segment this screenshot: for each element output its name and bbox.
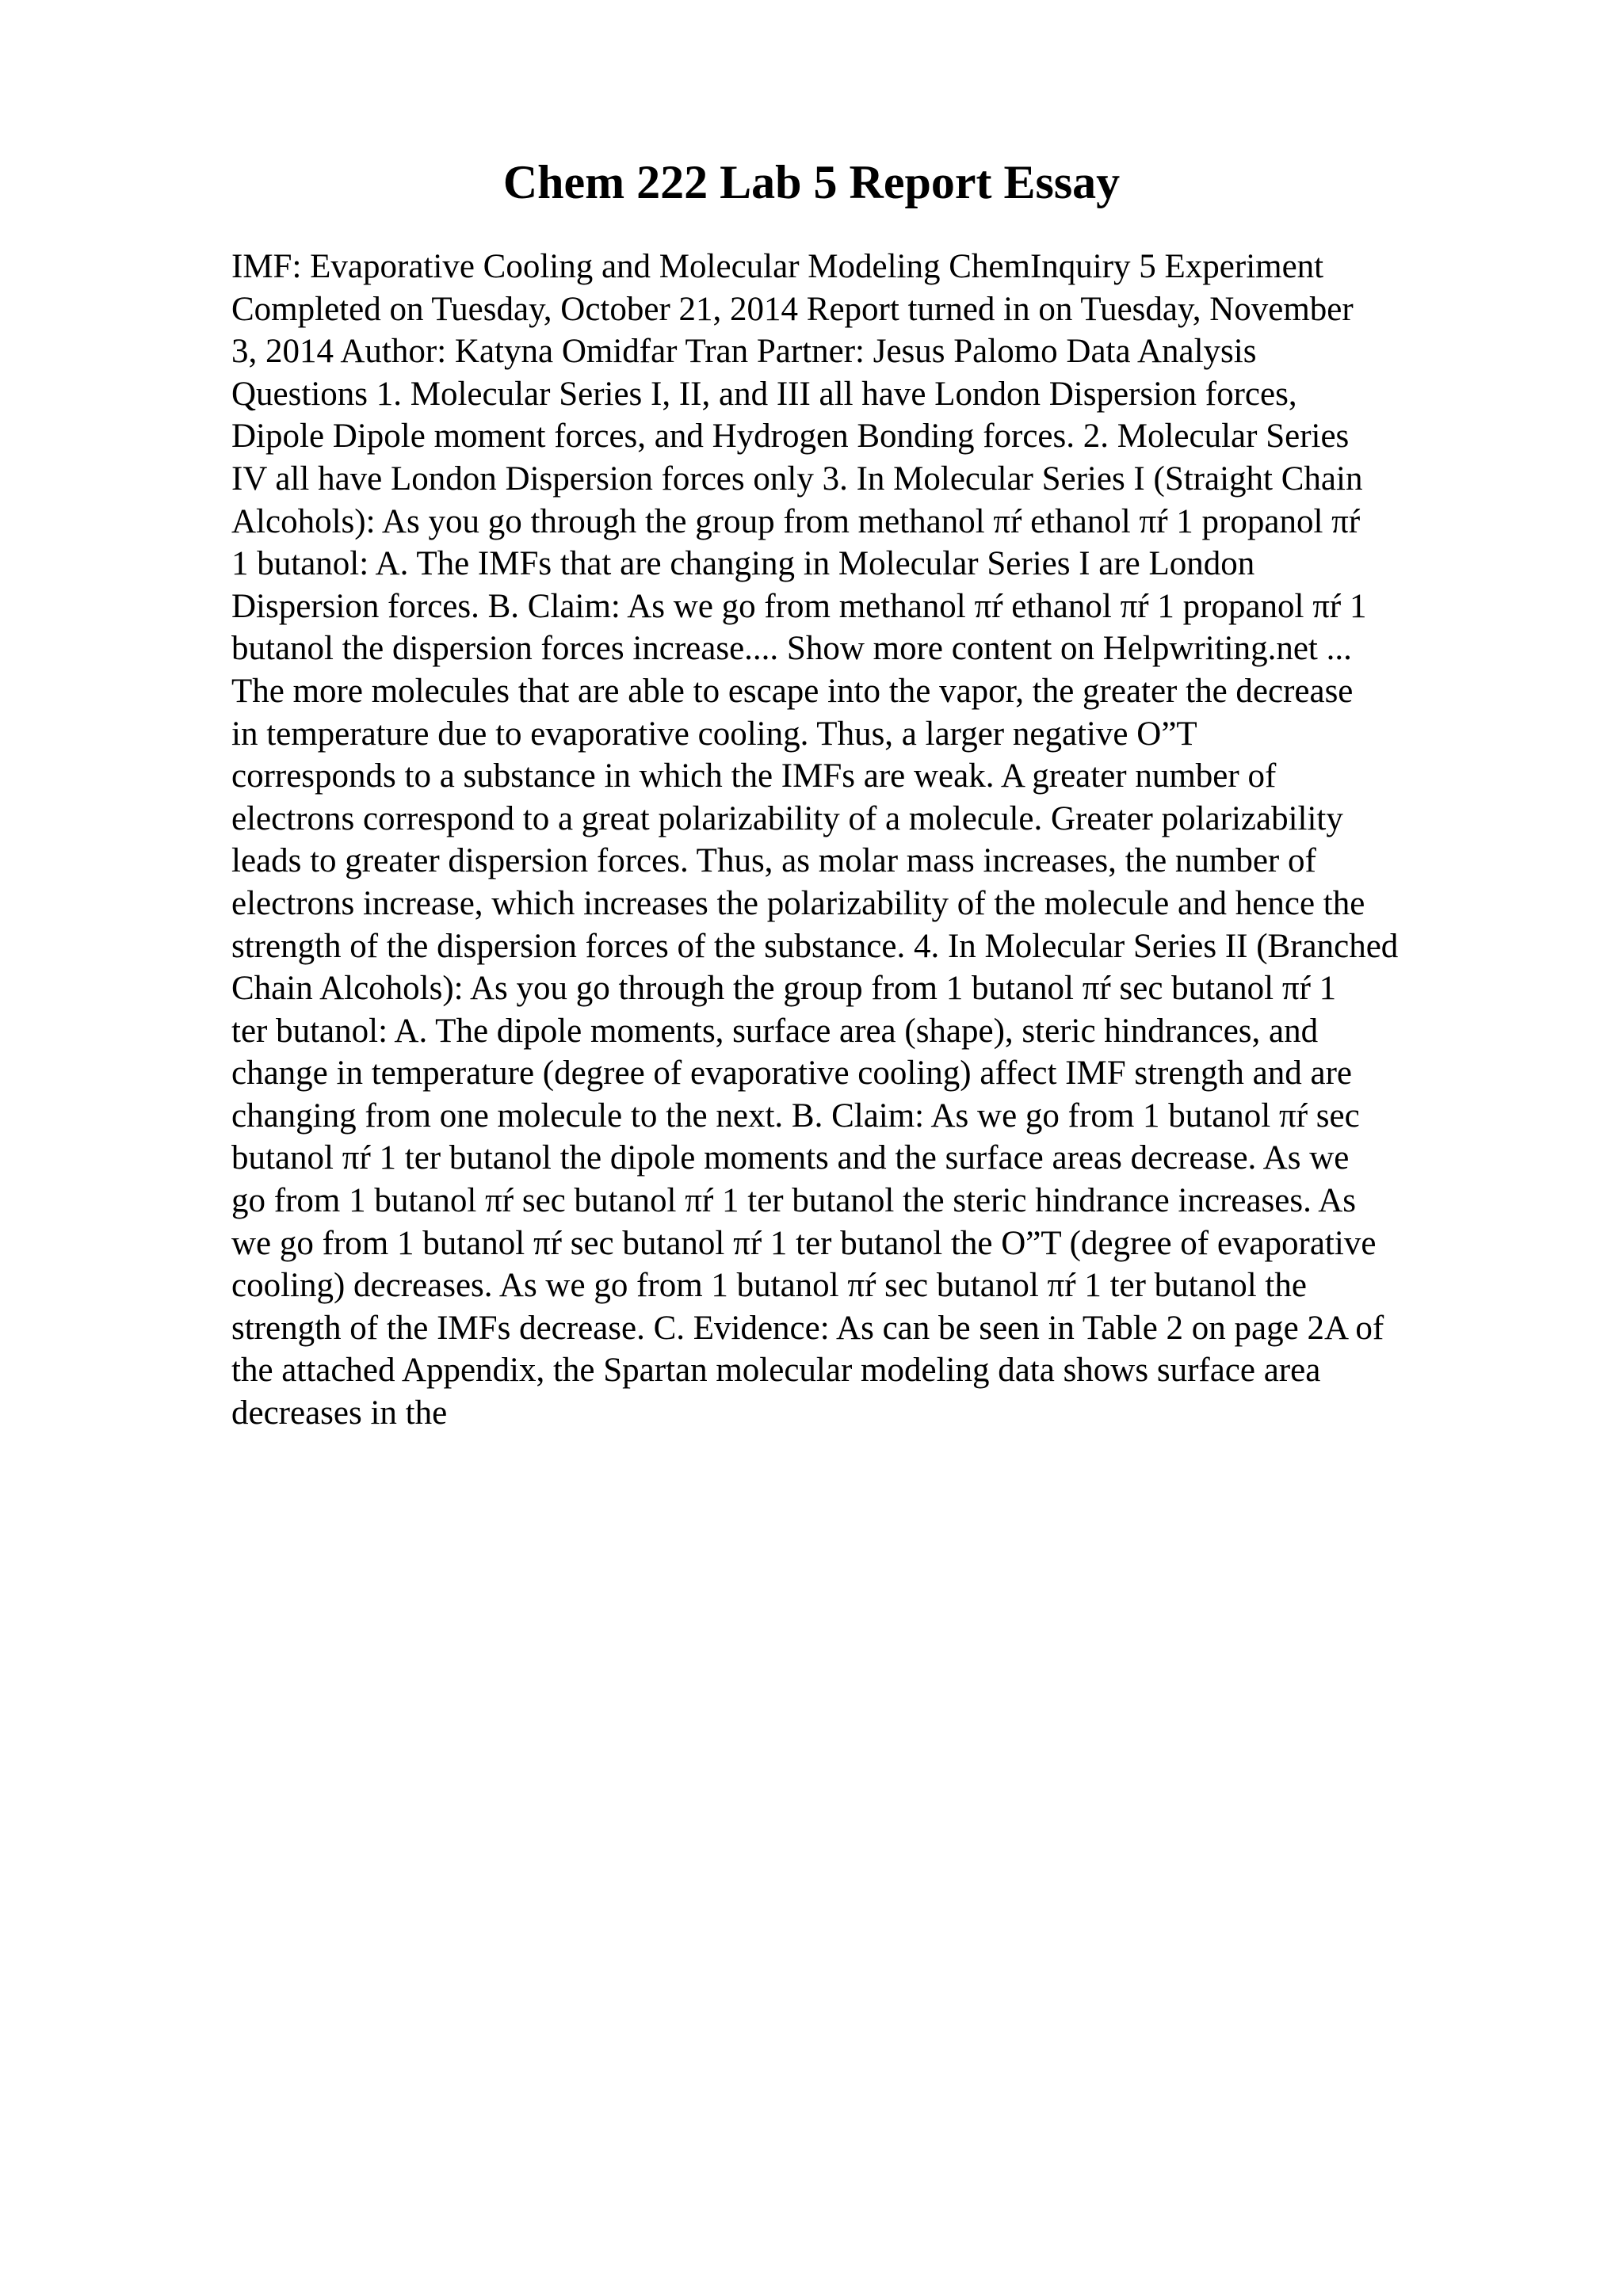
essay-line-20: change in temperature (degree of evaporative cooling) affect IMF strength and are	[231, 1055, 1352, 1093]
essay-line-14: electrons correspond to a great polarizability of a molecule. Greater polarizability	[231, 799, 1343, 837]
essay-line-7: Alcohols): As you go through the group from methanol πŕ ethanol πŕ 1 propanol πŕ	[231, 502, 1361, 540]
essay-line-12: in temperature due to evaporative cooling. Thus, a larger negative O”T	[231, 715, 1197, 753]
essay-line-2: Completed on Tuesday, October 21, 2014 Report turned in on Tuesday, November	[231, 290, 1354, 328]
essay-line-28: decreases in the	[231, 1394, 448, 1432]
essay-line-10: butanol the dispersion forces increase.... Show more content on Helpwriting.net ...	[231, 630, 1352, 668]
essay-line-5: Dipole Dipole moment forces, and Hydrogen Bonding forces. 2. Molecular Series	[231, 418, 1350, 456]
essay-line-25: cooling) decreases. As we go from 1 butanol πŕ sec butanol πŕ 1 ter butanol the	[231, 1267, 1307, 1305]
essay-line-4: Questions 1. Molecular Series I, II, and III all have London Dispersion forces,	[231, 375, 1297, 413]
essay-line-21: changing from one molecule to the next. B. Claim: As we go from 1 butanol πŕ sec	[231, 1097, 1360, 1135]
essay-line-11: The more molecules that are able to escape into the vapor, the greater the decrease	[231, 672, 1354, 710]
essay-line-3: 3, 2014 Author: Katyna Omidfar Tran Partner: Jesus Palomo Data Analysis	[231, 333, 1257, 371]
document-title: Chem 222 Lab 5 Report Essay	[502, 156, 1121, 208]
essay-body	[231, 246, 1515, 1435]
essay-line-8: 1 butanol: A. The IMFs that are changing in Molecular Series I are London	[231, 545, 1255, 583]
essay-line-24: we go from 1 butanol πŕ sec butanol πŕ 1 ter butanol the O”T (degree of evaporative	[231, 1224, 1377, 1262]
essay-line-13: corresponds to a substance in which the IMFs are weak. A greater number of	[231, 757, 1277, 795]
essay-line-23: go from 1 butanol πŕ sec butanol πŕ 1 ter butanol the steric hindrance increases. As	[231, 1182, 1356, 1220]
essay-line-9: Dispersion forces. B. Claim: As we go from methanol πŕ ethanol πŕ 1 propanol πŕ 1	[231, 587, 1367, 625]
essay-line-18: Chain Alcohols): As you go through the group from 1 butanol πŕ sec butanol πŕ 1	[231, 970, 1337, 1008]
essay-line-16: electrons increase, which increases the polarizability of the molecule and hence the	[231, 884, 1365, 922]
essay-line-6: IV all have London Dispersion forces only 3. In Molecular Series I (Straight Chain	[231, 460, 1363, 498]
essay-line-22: butanol πŕ 1 ter butanol the dipole moments and the surface areas decrease. As we	[231, 1139, 1350, 1177]
essay-line-19: ter butanol: A. The dipole moments, surface area (shape), steric hindrances, and	[231, 1012, 1319, 1050]
essay-line-1: IMF: Evaporative Cooling and Molecular Modeling ChemInquiry 5 Experiment	[231, 248, 1324, 285]
essay-line-26: strength of the IMFs decrease. C. Evidence: As can be seen in Table 2 on page 2A of	[231, 1309, 1384, 1347]
essay-line-17: strength of the dispersion forces of the substance. 4. In Molecular Series II (Branched	[231, 927, 1399, 965]
essay-line-27: the attached Appendix, the Spartan molecular modeling data shows surface area	[231, 1352, 1321, 1390]
essay-line-15: leads to greater dispersion forces. Thus, as molar mass increases, the number of	[231, 842, 1316, 880]
